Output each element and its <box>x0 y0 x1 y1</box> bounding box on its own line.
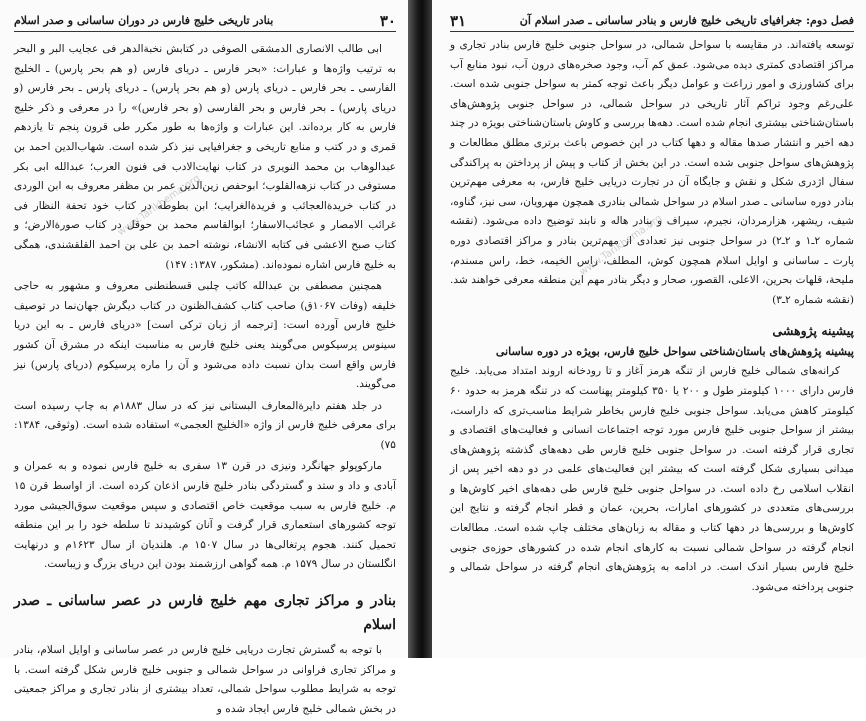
paragraph: کرانه‌های شمالی خلیج فارس از تنگه هرمز آغاز و تا رودخانه اروند امتداد می‌یابد. خلیج فارس دارای ۱۰۰۰ کیلومتر طول و ۲۰۰ یا ۳۵۰ کیلومتر پهناست که در تنگه هرمز به حدود ۶۰ کیلومتر کاهش می‌یابد. سواحل جنوبی خلیج فارس بخاطر شرایط مناسب‌تری که داراست، بیشتر از سواحل جنوبی خلیج فارس مورد توجه اجتماعات انسانی و فعالیت‌های اقتصادی و تجاری قرار گرفته است. در سواحل جنوبی خلیج فارس طی دهه‌های گذشته پژوهش‌های میدانی بسیاری شکل گرفته است که بیشتر این فعالیت‌های علمی در دو دهه اخیر پس از انقلاب اسلامی رخ داده است. در سواحل جنوبی خلیج فارس طی دهه‌های اخیر کاوش‌ها و بررسی‌های متعددی در کشورهای امارات، بحرین، عمان و قطر انجام گرفته و نتایج این کاوش‌ها و بررسی‌ها در دهها کتاب و مقاله به زبان‌های مختلف چاپ شده است. مطالعات انجام گرفته در سواحل شمالی نسبت به کارهای انجام شده در کشورهای حوزه‌ی جنوبی خلیج فارس بسیار اندک است. در ادامه به پژوهش‌های انجام گرفته در سواحل شمالی و جنوبی پرداخته می‌شود. <box>450 365 854 593</box>
paragraph: ابی طالب الانصاری الدمشقی الصوفی در کتابش نخبة‌الدهر فی عجایب البر و البحر به ترتیب واژه‌ها و عبارات: «بحر فارس ـ دریای فارس (و هم بحر پارس) ـ الخلیج الفارسی ـ بحر فارس ـ دریای پارس (و هم بحر پارس) ـ دریای پارس ـ بحر فارس (و دریای پارس) ـ بحر فارس و بحر الفارسی (و بحر فارس)» را در معرفی و ذکر خلیج فارس به کار برده‌اند. این عبارات و واژه‌ها به طور مکرر طی قرون پنجم تا یازدهم قمری و در کتب و منابع تاریخی و جغرافیایی نیز ذکر شده است. شهاب‌الدین احمد بن عبدالوهاب بن محمد النویری در کتاب نهایت‌الادب فی فنون العرب؛ عبدالله ابی بکر مستوفی در کتاب نزهه‌القلوب؛ ابوحفص زین‌الدین عمر بن مظفر معروف به ابن الوردی در کتاب خریدة‌العجائب و فریدةالغرایب؛ ابن بطوطه در کتاب خود تحفة النظار فی غرائب الامصار و عجائب‌الاسفار؛ ابوالقاسم محمد بن حوقل در کتاب صورةالارض؛ و کتاب صبح الاعشی فی کتابه الانشاء، نوشته احمد بن علی بن احمد القلقشندی، همگی به خلیج فارس اشاره نموده‌اند. (مشکور، ۱۳۸۷: ۱۴۷) <box>14 43 396 271</box>
paragraph: توسعه یافته‌اند. در مقایسه با سواحل شمالی، در سواحل جنوبی خلیج فارس بنادر تجاری و مراکز اقتصادی کمتری دیده می‌شود. عمق کم آب، وجود صخره‌های درون آب، نبود منابع آب برای کشاورزی و امور زراعت و عوامل دیگر باعث توجه کمتر به سواحل جنوبی شده است. علی‌رغم وجود تراکم آثار تاریخی در سواحل شمالی، در سواحل جنوبی پژوهش‌های باستان‌شناختی بیشتری انجام شده است. دهه‌ها بررسی و کاوش باستان‌شناختی بویژه در چند دهه اخیر و انتشار صدها مقاله و دهها کتاب در این خصوص باعث برتری مطلق مطالعات و پژوهش‌های سواحل جنوبی شده است. در این بخش از کتاب و پیش از پرداختن به پراکندگی سفال اژدری شکل و نقش و جایگاه آن در تجارت دریایی خلیج فارس، به معرفی مهم‌ترین بنادر دوره ساسانی ـ صدر اسلام در سواحل شمالی بنادری همچون مهرویان، سی نیز، گناوه، شیف، ریشهر، هزارمردان، نجیرم، سیراف و بنادر هاله و نابند توضیح داده می‌شود. (نقشه شماره ۲ـ۱ و ۲ـ۲) در سواحل جنوبی نیز تعدادی از مهم‌ترین بنادر و مراکز اقتصادی دوره پارت ـ ساسانی و اوایل اسلام همچون کوش، المطلف، راس الخیمه، خط، راس مسندم، ملیحة، قلهات بحرین، الاعلی، القصور، صحار و دیگر بنادر مهم این منطقه معرفی خواهند شد. (نقشه شماره ۲ـ۳) <box>450 39 855 306</box>
watermark: www.Tarikhema.org <box>115 172 203 239</box>
right-page-header <box>450 10 854 32</box>
right-page-body <box>450 36 854 599</box>
right-page <box>432 0 866 658</box>
left-page-header <box>14 10 396 32</box>
section-subhead: پیشینه پژوهشی <box>772 323 854 339</box>
right-running-title: فصل دوم: جغرافیای تاریخی خلیج فارس و بنادر ساسانی ـ صدر اسلام آن <box>519 14 854 27</box>
left-page-number: ۳۰ <box>379 11 396 30</box>
paragraph: مارکوپولو جهانگرد ونیزی در قرن ۱۳ سفری به خلیج فارس نموده و به عمران و آبادی و داد و ستد و گستردگی بنادر خلیج فارس اذعان کرده است. از اواسط قرن ۱۵ م. خلیج فارس به سبب موقعیت خاص اقتصادی و سپس موقعیت سوق‌الجیشی مورد توجه کشورهای استعماری قرار گرفت و آنان کوشیدند تا سلطه خود را بر این منطقه تحمیل کنند. هجوم پرتغالی‌ها در سال ۱۵۰۷ م. هلندیان از سال ۱۶۲۳م و درنهایت انگلستان در سال ۱۵۷۹ م. همه گواهی ارزشمند بودن این دریای بزرگ و زیباست. <box>14 460 396 571</box>
section-subsubhead: پیشینه پژوهش‌های باستان‌شناختی سواحل خلیج فارس، بویژه در دوره ساسانی <box>495 345 854 359</box>
right-page-number: ۳۱ <box>450 11 467 30</box>
left-page-body <box>14 40 396 721</box>
left-page <box>0 0 408 715</box>
paragraph: با توجه به گسترش تجارت دریایی خلیج فارس در عصر ساسانی و اوایل اسلام، بنادر و مراکز تجاری فراوانی در سواحل شمالی و جنوبی خلیج فارس شکل گرفته است. با توجه به شرایط مطلوب سواحل شمالی، تعداد بیشتری از بنادر تجاری و مراکز جمعیتی در بخش شمالی خلیج فارس ایجاد شده و <box>14 644 396 715</box>
section-title: بنادر و مراکز تجاری مهم خلیج فارس در عصر ساسانی ـ صدر اسلام <box>14 593 396 634</box>
watermark: www.Tarikhema.org <box>577 212 665 279</box>
book-gutter <box>408 0 432 658</box>
left-running-title: بنادر تاریخی خلیج فارس در دوران ساسانی و صدر اسلام <box>14 14 274 27</box>
paragraph: در جلد هفتم دایرةالمعارف البستانی نیز که در سال ۱۸۸۳م به چاپ رسیده است برای معرفی خلیج فارس از واژه «الخلیج العجمی» استفاده شده است. (وثوقی، ۱۳۸۴: ۷۵) <box>14 399 396 451</box>
paragraph: همچنین مصطفی بن عبدالله کاتب چلبی قسطنطنی معروف و مشهور به حاجی خلیفه (وفات ۱۰۶۷ق) صاحب کتاب کشف‌الظنون در کتاب دیگرش جهان‌نما در توصیف خلیج فارس آورده است: [ترجمه از زبان ترکی است] «دریای فارس ـ به این دریا سینوس پرسیکوس می‌گویند یعنی خلیج فارس به مناسبت اینکه در مشرق آن کشور فارس واقع است بدان نسبت داده می‌شود و آن را ماره پرسیکوم (دریای پارس) نیز می‌گویند. <box>14 280 396 391</box>
